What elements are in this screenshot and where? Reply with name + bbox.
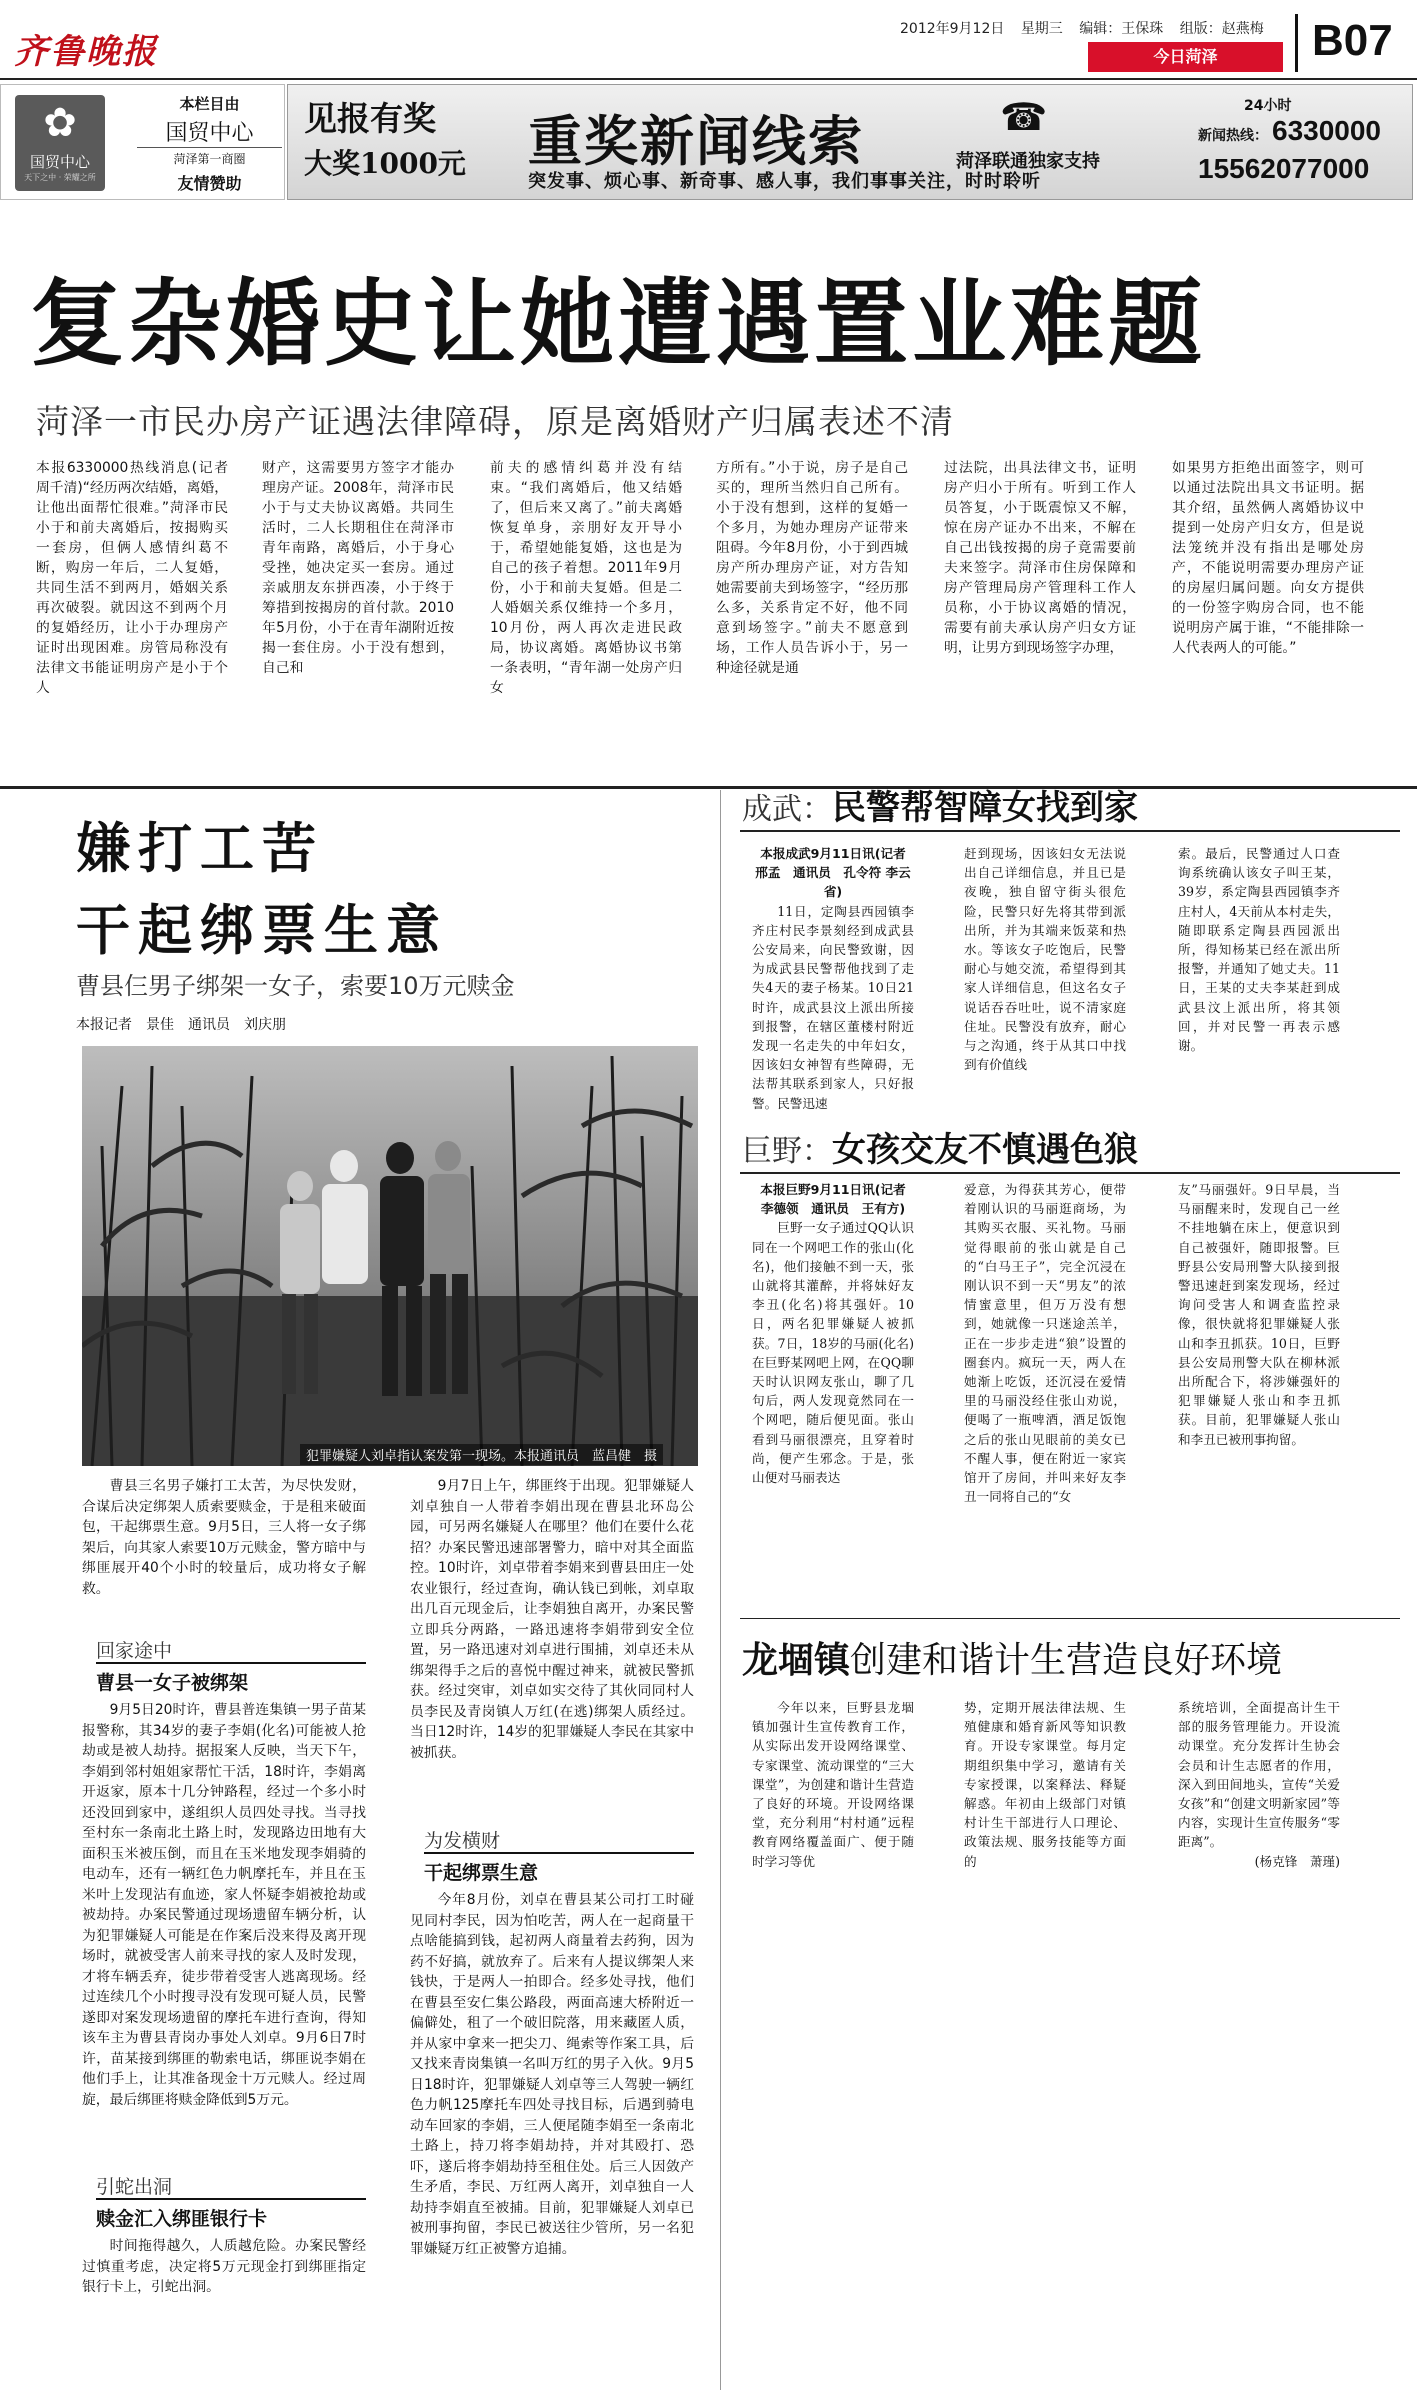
issue-weekday: 星期三 <box>1020 21 1063 37</box>
page-number: B07 <box>1312 16 1393 65</box>
story2-title: 民警帮智障女找到家 <box>832 788 1138 828</box>
story2-headline <box>742 780 1138 829</box>
story1-part1 <box>82 1700 366 2160</box>
lead-headline: 复杂婚史让她遭遇置业难题 <box>30 270 1207 379</box>
lead-column-6: 如果男方拒绝出面签字，则可以通过法院出具文书证明。据其介绍，虽然俩人离婚协议中提到一处房产归女方，但是说法笼统并没有指出是哪处房产，不能说明需要办理房产证的房屋归属问题。向女方提供的一份签字购房合同，也不能说明房产属于谁，“不能排除一人代表两人的可能。” <box>1172 460 1364 656</box>
ad-support: 菏泽联通独家支持 <box>956 151 1100 172</box>
story4-headline-rest: 创建和谐计生营造良好环境 <box>850 1640 1283 1681</box>
story2-col2 <box>964 844 1126 1124</box>
news-tip-ad <box>287 84 1413 200</box>
hotline-label: 新闻热线： <box>1198 128 1268 144</box>
newspaper-logo: 齐鲁晚报 <box>14 32 158 72</box>
story1-subheadline: 曹县仨男子绑架一女子，索要10万元赎金 <box>76 972 515 1000</box>
story1-part3-text: 9月7日上午，绑匪终于出现。犯罪嫌疑人刘卓独自一人带着李娟出现在曹县北环岛公园，可另两名嫌疑人在哪里？他们在要什么花招？办案民警迅速部署警力，暗中对其全面监控。10时许，刘卓带着李娟来到曹县田庄一处农业银行，经过查询，确认钱已到帐，刘卓取出几百元现金后，让李娟独自离开，办案民警立即兵分两路，一路迅速将李娟带到安全位置，另一路迅速对刘卓进行围捕，刘卓还未从绑架得手之后的喜悦中醒过神来，就被民警抓获。经过突审，刘卓如实交待了其伙同同村人员李民及青岗镇人万红(在逃)绑架人质经过。当日12时许，14岁的犯罪嫌疑人李民在其家中被抓获。 <box>410 1478 694 1761</box>
section-rule <box>0 786 1417 789</box>
story1-subhead-3: 干起绑票生意 <box>424 1852 694 1885</box>
sponsor-logo <box>15 95 105 191</box>
story2-col3 <box>1178 844 1340 1124</box>
sponsor-logo-tagline: 天下之中 · 荣耀之所 <box>24 173 96 182</box>
page-number-divider <box>1295 14 1298 72</box>
hotline-number-1: 6330000 <box>1272 115 1382 146</box>
sponsor-text <box>137 93 282 194</box>
story2-byline: 本报成武9月11日讯(记者 邢孟 通讯员 孔令符 李云省) <box>755 846 911 900</box>
story2-col3-text: 索。最后，民警通过人口查询系统确认该女子叫王某，39岁，系定陶县西园镇李齐庄村人，4天前从本村走失，随即联系定陶县西园派出所，得知杨某已经在派出所报警，并通知了她丈夫。11日，王某的丈夫李某赶到成武县汶上派出所，将其领回，并对民警一再表示感谢。 <box>1178 846 1340 1054</box>
story2-place: 成武： <box>742 792 832 827</box>
section-badge: 今日菏泽 <box>1088 42 1283 72</box>
story3-title: 女孩交友不慎遇色狼 <box>832 1130 1138 1170</box>
sponsor-line1: 本栏目由 <box>179 95 240 113</box>
ad-reward-line1: 见报有奖 <box>304 99 436 138</box>
story1-part4-text: 今年8月份，刘卓在曹县某公司打工时碰见同村李民，因为怕吃苦，两人在一起商量干点啥能搞到钱，起初两人商量着去药狗，因为药不好搞，就放弃了。后来有人提议绑架人来钱快，于是两人一拍即合。经多处寻找，他们在曹县至安仁集公路段，两面高速大桥附近一偏僻处，租了一个破旧院落，用来藏匿人质，并从家中拿来一把尖刀、绳索等作案工具，后又找来青岗集镇一名叫万红的男子入伙。9月5日18时许，犯罪嫌疑人刘卓等三人驾驶一辆红色力帆125摩托车四处寻找目标，后遇到骑电动车回家的李娟，三人便尾随李娟至一条南北土路上，持刀将李娟劫持，并对其殴打、恐吓，遂后将李娟劫持至租住处。后三人因敛产生矛盾，李民、万红两人离开，刘卓独自一人劫持李娟直至被捕。目前，犯罪嫌疑人刘卓已被刑事拘留，李民已被送往少管所，另一名犯罪嫌疑万红正被警方追捕。 <box>410 1892 694 2257</box>
ad-slogan: 突发事、烦心事、新奇事、感人事，我们事事关注，时时聆听 <box>528 171 1041 192</box>
story3-col1-text: 巨野一女子通过QQ认识同在一个网吧工作的张山(化名)，他们接触不到一天，张山就将其灌醉，并将妹好友李丑(化名)将其强奸。10日，两名犯罪嫌疑人被抓获。7日，18岁的马丽(化名)在巨野某网吧上网，在QQ聊天时认识网友张山，聊了几句后，两人发现竟然同在一个网吧，随后便见面。张山看到马丽很漂亮，且穿着时尚，便产生邪念。于是，张山便对马丽表达 <box>752 1220 914 1486</box>
story4-col3 <box>1178 1698 1340 1878</box>
news-photo <box>82 1046 698 1466</box>
story4-col2-text: 势，定期开展法律法规、生殖健康和婚育新风等知识教育。开设专家课堂。每月定期组织集中学习，邀请有关专家授课，以案释法、释疑解惑。年初由上级部门对镇村计生干部进行人口理论、政策法规、服务技能等方面的 <box>964 1700 1126 1869</box>
column-divider <box>720 790 721 2390</box>
issue-date: 2012年9月12日 <box>900 21 1005 37</box>
story1-intro-text: 曹县三名男子嫌打工太苦，为尽快发财，合谋后决定绑架人质索要赎金，于是租来破面包，干起绑票生意。9月5日，三人将一女子绑架后，向其家人索要10万元赎金，警方暗中与绑匪展开40个小时的较量后，成功将女子解救。 <box>82 1478 366 1597</box>
story4-headline <box>742 1632 1282 1683</box>
story3-col2-text: 爱意，为得获其芳心，便带着刚认识的马丽逛商场，为其购买衣服、买礼物。马丽觉得眼前的张山就是自己的“白马王子”，完全沉浸在刚认识不到一天“男友”的浓情蜜意里，但万万没有想到，她就像一只迷途羔羊，正在一步步走进“狼”设置的圈套内。疯玩一天，两人在她渐上吃饭，还沉浸在爱情里的马丽没经住张山劝说，便喝了一瓶啤酒，酒足饭饱之后的张山见眼前的美女已不醒人事，便在附近一家宾馆开了房间，并叫来好友李丑一同将自己的“女 <box>964 1182 1126 1505</box>
story1-part4 <box>410 1890 694 2320</box>
story3-col3 <box>1178 1180 1340 1612</box>
sponsor-line3: 菏泽第一商圈 <box>173 152 246 166</box>
story1-part3 <box>410 1476 694 1816</box>
story1-kicker-2: 引蛇出洞 <box>96 2176 173 2198</box>
story2-col1 <box>752 844 914 1124</box>
story4-col2 <box>964 1698 1126 1878</box>
issue-layout: 组版：赵燕梅 <box>1179 21 1264 37</box>
ad-reward <box>304 93 494 182</box>
story3-byline: 本报巨野9月11日讯(记者 李德领 通讯员 王有方) <box>760 1182 906 1217</box>
story4-col1 <box>752 1698 914 1878</box>
story1-subhead-2: 赎金汇入绑匪银行卡 <box>96 2198 366 2231</box>
story3-place: 巨野： <box>742 1134 832 1169</box>
sponsor-line4: 友情赞助 <box>177 174 242 193</box>
issue-meta <box>900 18 1276 38</box>
sponsor-line2: 国贸中心 <box>137 116 282 148</box>
telephone-icon: ☎ <box>1000 95 1048 139</box>
lead-column-4: 方所有。”小于说，房子是自己买的，理所当然归自己所有。小于没有想到，这样的复婚一个多月，为她办理房产证带来阻碍。今年8月份，小于到西城房产所办理房产证，对方告知她需要前夫到场签字，“经历那么多，关系肯定不好，他不同意到场签字。”前夫不愿意到场，工作人员告诉小于，另一种途径就是通 <box>716 460 908 676</box>
story2-col2-text: 赶到现场，因该妇女无法说出自己详细信息，并且已是夜晚，独自留守街头很危险，民警只好先将其带到派出所，并为其端来饭菜和热水。等该女子吃饱后，民警耐心与她交流，希望得到其家人详细信息，但这名女子说话吞吞吐吐，说不清家庭住址。民警没有放弃，耐心与之沟通，终于从其口中找到有价值线 <box>964 846 1126 1073</box>
story3-rule <box>740 1172 1400 1174</box>
lead-subheadline: 菏泽一市民办房产证遇法律障碍，原是离婚财产归属表述不清 <box>36 402 954 441</box>
story3-headline <box>742 1122 1138 1171</box>
story1-intro <box>82 1476 366 1634</box>
photo-caption: 犯罪嫌疑人刘卓指认案发第一现场。本报通讯员 蓝昌健 摄 <box>300 1444 663 1465</box>
story1-headline-2: 干起绑票生意 <box>76 898 448 962</box>
story1-part2-text: 时间拖得越久，人质越危险。办案民警经过慎重考虑，决定将5万元现金打到绑匪指定银行卡上，引蛇出洞。 <box>82 2238 366 2295</box>
sponsor-box <box>0 84 285 200</box>
lead-column-1: 本报6330000热线消息(记者 周千清)“经历两次结婚，离婚，让他出面帮忙很难。”菏泽市民小于和前夫离婚后，按揭购买一套房，但俩人感情纠葛不断，购房一年后，二人复婚，共同生活不到两月，婚姻关系再次破裂。就因这不到两个月的复婚经历，让小于办理房产证时出现困难。房管局称没有法律文书能证明房产是小于个人 <box>36 460 228 696</box>
cornfield-photo <box>82 1046 698 1466</box>
issue-editor: 编辑：王保珠 <box>1079 21 1164 37</box>
story3-col1 <box>752 1180 914 1612</box>
ad-hotline <box>1198 95 1408 185</box>
story4-top-rule <box>740 1618 1400 1619</box>
lead-column-5: 过法院，出具法律文书，证明房产归小于所有。听到工作人员答复，小于既震惊又不解，惊在房产证办不出来，不解在自己出钱按揭的房子竟需要前夫来签字。菏泽市住房保障和房产管理局房产管理科工作人员称，小于协议离婚的情况，需要有前夫承认房产归女方证明，让男方到现场签字办理， <box>944 460 1136 656</box>
sponsor-logo-name: 国贸中心 <box>29 153 90 171</box>
story1-headline-1: 嫌打工苦 <box>76 816 324 880</box>
hotline-number-2: 15562077000 <box>1198 153 1370 184</box>
lead-column-3: 前夫的感情纠葛并没有结束。“我们离婚后，他又结婚了，但后来又离了。”前夫离婚恢复单身，亲朋好友开导小于，希望她能复婚，这也是为自己的孩子着想。2011年9月份，小于和前夫复婚。但是二人婚姻关系仅维持一个多月，10月份，两人再次走进民政局，协议离婚。离婚协议书第一条表明，“青年湖一处房产归女 <box>490 460 682 696</box>
story1-kicker-3: 为发横财 <box>424 1830 501 1852</box>
story3-col3-text: 友”马丽强奸。9日早晨，当马丽醒来时，发现自己一丝不挂地躺在床上，便意识到自己被强奸，随即报警。巨野县公安局刑警大队接到报警迅速赶到案发现场，经过询问受害人和调查监控录像，很快就将犯罪嫌疑人张山和李丑抓获。10日，巨野县公安局刑警大队在柳林派出所配合下，将涉嫌强奸的犯罪嫌疑人张山和李丑抓获。目前，犯罪嫌疑人张山和李丑已被刑事拘留。 <box>1178 1182 1340 1447</box>
story1-byline: 本报记者 景佳 通讯员 刘庆朋 <box>76 1017 286 1033</box>
story3-col2 <box>964 1180 1126 1612</box>
story2-rule <box>740 830 1400 832</box>
lead-column-2: 财产，这需要男方签字才能办理房产证。2008年，菏泽市民小于与丈夫协议离婚。共同生活时，二人长期租住在菏泽市青年南路，离婚后，小于身心受挫，她决定买一套房。通过亲戚朋友东拼西凑，小于终于筹措到按揭房的首付款。2010年5月份，小于在青年湖附近按揭一套住房。小于没有想到，自己和 <box>262 460 454 676</box>
story4-col3-text: 系统培训，全面提高计生干部的服务管理能力。开设流动课堂。充分发挥计生协会会员和计生志愿者的作用，深入到田间地头，宣传“关爱女孩”和“创建文明新家园”等内容，实现计生宣传服务“零距离”。 <box>1178 1700 1340 1850</box>
story4-signature: (杨克锋 萧瑾) <box>1254 1853 1340 1869</box>
masthead-rule <box>0 78 1417 80</box>
story1-part2 <box>82 2236 366 2326</box>
ad-reward-line2: 大奖1000元 <box>304 147 466 180</box>
story1-part1-text: 9月5日20时许，曹县普连集镇一男子苗某报警称，其34岁的妻子李娟(化名)可能被人抢劫或是被人劫持。据报案人反映，当天下午，李娟到邻村姐姐家帮忙干活，18时许，李娟离开返家，原本十几分钟路程，经过一个多小时还没回到家中，遂组织人员四处寻找。当寻找至村东一条南北土路上时，发现路边田地有大面积玉米被压倒，而且在玉米地发现李娟骑的电动车，还有一辆红色力帆摩托车，并且在玉米叶上发现沾有血迹，家人怀疑李娟被抢劫或被劫持。办案民警通过现场遗留车辆分析，认为犯罪嫌疑人可能是在作案后没来得及离开现场时，就被受害人前来寻找的家人及时发现，才将车辆丢弃，徒步带着受害人逃离现场。经过连续几个小时搜寻没有发现可疑人员，民警遂即对案发现场遗留的摩托车进行查询，得知该车主为曹县青岗办事处人刘卓。9月6日7时许，苗某接到绑匪的勒索电话，绑匪说李娟在他们手上，让其准备现金十万元赎人。经过周旋，最后绑匪将赎金降低到5万元。 <box>82 1702 366 2108</box>
hotline-label-top: 24小时 <box>1244 98 1292 114</box>
story1-kicker-1: 回家途中 <box>96 1640 173 1662</box>
story4-headline-bold: 龙堌镇 <box>742 1639 851 1681</box>
story1-subhead-1: 曹县一女子被绑架 <box>96 1662 366 1695</box>
story4-col1-text: 今年以来，巨野县龙堌镇加强计生宣传教育工作，从实际出发开设网络课堂、专家课堂、流动课堂的“三大课堂”，为创建和谐计生营造了良好的环境。开设网络课堂，充分利用“村村通”远程教育网络覆盖面广、便于随时学习等优 <box>752 1700 914 1869</box>
flower-icon: ✿ <box>43 100 77 146</box>
ad-title: 重奖新闻线索 <box>528 109 864 173</box>
story2-col1-text: 11日，定陶县西园镇李齐庄村民李景刻经到成武县公安局来，向民警致谢，因为成武县民警帮他找到了走失4天的妻子杨某。10日21时许，成武县汶上派出所接到报警，在辖区董楼村附近发现一名走失的中年妇女，因该妇女神智有些障碍，无法帮其联系到家人，只好报警。民警迅速 <box>752 903 914 1111</box>
